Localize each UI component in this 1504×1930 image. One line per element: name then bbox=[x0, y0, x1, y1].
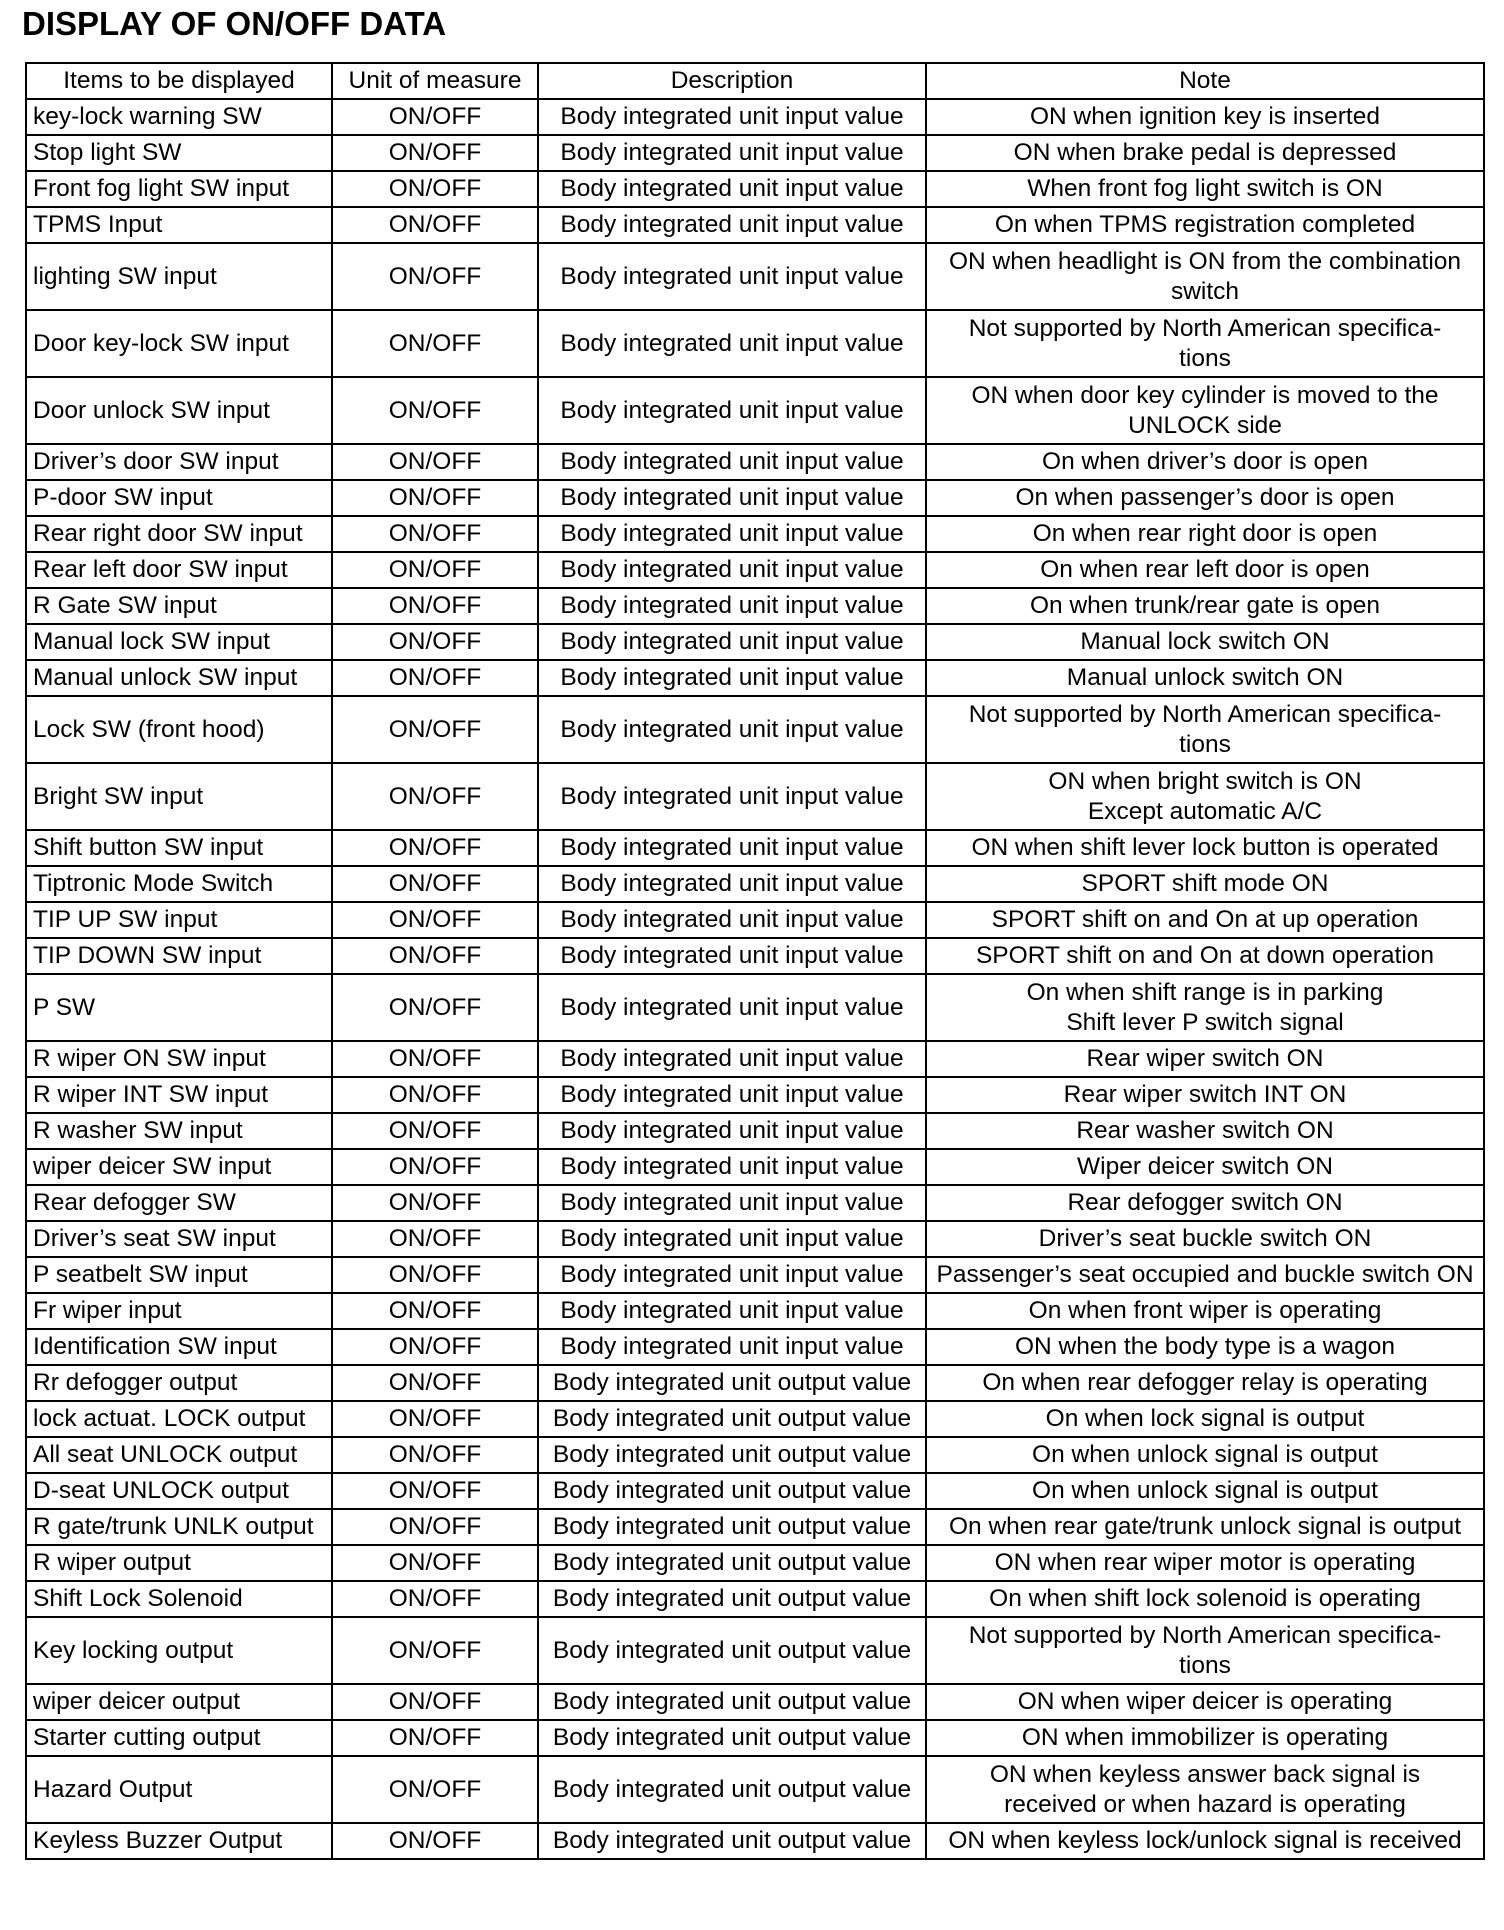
table-row bbox=[26, 902, 1484, 938]
cell-item: Stop light SW bbox=[26, 135, 332, 171]
cell-note bbox=[926, 974, 1484, 1041]
table-row bbox=[26, 171, 1484, 207]
note-line: UNLOCK side bbox=[1128, 411, 1282, 439]
cell-note bbox=[926, 938, 1484, 974]
cell-item: Rear left door SW input bbox=[26, 552, 332, 588]
table-row bbox=[26, 1113, 1484, 1149]
page-title: DISPLAY OF ON/OFF DATA bbox=[22, 5, 447, 42]
cell-unit: ON/OFF bbox=[332, 444, 538, 480]
cell-description: Body integrated unit output value bbox=[538, 1756, 926, 1823]
cell-description: Body integrated unit input value bbox=[538, 1329, 926, 1365]
cell-note bbox=[926, 171, 1484, 207]
on-off-data-table bbox=[25, 62, 1485, 1860]
note-line: On when rear defogger relay is operating bbox=[982, 1369, 1428, 1396]
cell-unit: ON/OFF bbox=[332, 660, 538, 696]
table-row bbox=[26, 866, 1484, 902]
table-row bbox=[26, 1617, 1484, 1684]
cell-note bbox=[926, 377, 1484, 444]
cell-description: Body integrated unit input value bbox=[538, 1257, 926, 1293]
table-row bbox=[26, 974, 1484, 1041]
cell-description: Body integrated unit output value bbox=[538, 1473, 926, 1509]
cell-unit: ON/OFF bbox=[332, 1149, 538, 1185]
note-line: On when shift range is in parking bbox=[1026, 978, 1384, 1006]
cell-unit: ON/OFF bbox=[332, 1473, 538, 1509]
table-row bbox=[26, 99, 1484, 135]
table-row bbox=[26, 1329, 1484, 1365]
cell-item: Fr wiper input bbox=[26, 1293, 332, 1329]
note-line: SPORT shift mode ON bbox=[1081, 870, 1329, 897]
cell-unit: ON/OFF bbox=[332, 1581, 538, 1617]
cell-item: R Gate SW input bbox=[26, 588, 332, 624]
cell-description: Body integrated unit input value bbox=[538, 1293, 926, 1329]
cell-description: Body integrated unit input value bbox=[538, 243, 926, 310]
cell-unit: ON/OFF bbox=[332, 1257, 538, 1293]
cell-unit: ON/OFF bbox=[332, 1509, 538, 1545]
cell-description: Body integrated unit input value bbox=[538, 1041, 926, 1077]
cell-unit: ON/OFF bbox=[332, 763, 538, 830]
cell-note bbox=[926, 624, 1484, 660]
cell-description: Body integrated unit input value bbox=[538, 1149, 926, 1185]
cell-item: P-door SW input bbox=[26, 480, 332, 516]
cell-unit: ON/OFF bbox=[332, 1185, 538, 1221]
note-line: On when rear left door is open bbox=[1040, 556, 1370, 583]
cell-note bbox=[926, 660, 1484, 696]
note-line: SPORT shift on and On at down operation bbox=[975, 942, 1435, 969]
cell-item: Keyless Buzzer Output bbox=[26, 1823, 332, 1859]
cell-description: Body integrated unit output value bbox=[538, 1509, 926, 1545]
note-line: Except automatic A/C bbox=[1087, 797, 1323, 825]
note-line: On when TPMS registration completed bbox=[994, 211, 1416, 238]
cell-item: Driver’s door SW input bbox=[26, 444, 332, 480]
note-line: ON when rear wiper motor is operating bbox=[994, 1549, 1416, 1576]
table-row bbox=[26, 444, 1484, 480]
cell-note bbox=[926, 1221, 1484, 1257]
cell-description: Body integrated unit input value bbox=[538, 660, 926, 696]
header-unit: Unit of measure bbox=[332, 63, 538, 99]
note-line: When front fog light switch is ON bbox=[1027, 175, 1383, 202]
note-line: tions bbox=[1179, 730, 1231, 758]
cell-description: Body integrated unit input value bbox=[538, 866, 926, 902]
note-line: On when driver’s door is open bbox=[1042, 448, 1368, 475]
cell-unit: ON/OFF bbox=[332, 1077, 538, 1113]
table-row bbox=[26, 207, 1484, 243]
cell-description: Body integrated unit input value bbox=[538, 902, 926, 938]
cell-item: Shift button SW input bbox=[26, 830, 332, 866]
cell-unit: ON/OFF bbox=[332, 902, 538, 938]
cell-item: P SW bbox=[26, 974, 332, 1041]
table-row bbox=[26, 763, 1484, 830]
cell-description: Body integrated unit output value bbox=[538, 1365, 926, 1401]
cell-note bbox=[926, 1756, 1484, 1823]
cell-note bbox=[926, 1329, 1484, 1365]
cell-unit: ON/OFF bbox=[332, 516, 538, 552]
note-line: Rear wiper switch INT ON bbox=[1063, 1081, 1347, 1108]
table-header-row bbox=[26, 63, 1484, 99]
note-line: On when rear right door is open bbox=[1032, 520, 1378, 547]
cell-note bbox=[926, 1113, 1484, 1149]
table-row bbox=[26, 696, 1484, 763]
cell-note bbox=[926, 444, 1484, 480]
cell-note bbox=[926, 1041, 1484, 1077]
note-line: ON when door key cylinder is moved to the bbox=[971, 381, 1439, 409]
table-row bbox=[26, 1077, 1484, 1113]
cell-note bbox=[926, 480, 1484, 516]
cell-note bbox=[926, 1437, 1484, 1473]
cell-description: Body integrated unit output value bbox=[538, 1720, 926, 1756]
header-items: Items to be displayed bbox=[26, 63, 332, 99]
note-line: Passenger’s seat occupied and buckle switch ON bbox=[936, 1261, 1474, 1288]
table-row bbox=[26, 660, 1484, 696]
cell-unit: ON/OFF bbox=[332, 1617, 538, 1684]
table-row bbox=[26, 243, 1484, 310]
table-row bbox=[26, 1293, 1484, 1329]
note-line: On when lock signal is output bbox=[1045, 1405, 1365, 1432]
cell-description: Body integrated unit output value bbox=[538, 1545, 926, 1581]
cell-note bbox=[926, 1823, 1484, 1859]
cell-item: R washer SW input bbox=[26, 1113, 332, 1149]
cell-note bbox=[926, 588, 1484, 624]
cell-item: Lock SW (front hood) bbox=[26, 696, 332, 763]
note-line: ON when shift lever lock button is operated bbox=[971, 834, 1439, 861]
note-line: Not supported by North American specifica- bbox=[968, 314, 1442, 342]
cell-note bbox=[926, 135, 1484, 171]
cell-item: R gate/trunk UNLK output bbox=[26, 1509, 332, 1545]
header-description: Description bbox=[538, 63, 926, 99]
note-line: Rear washer switch ON bbox=[1076, 1117, 1334, 1144]
cell-note bbox=[926, 1149, 1484, 1185]
cell-note bbox=[926, 866, 1484, 902]
note-line: ON when keyless lock/unlock signal is received bbox=[948, 1827, 1462, 1854]
table-row bbox=[26, 1437, 1484, 1473]
cell-item: R wiper INT SW input bbox=[26, 1077, 332, 1113]
cell-description: Body integrated unit input value bbox=[538, 1221, 926, 1257]
cell-note bbox=[926, 1509, 1484, 1545]
cell-note bbox=[926, 310, 1484, 377]
cell-note bbox=[926, 1684, 1484, 1720]
cell-unit: ON/OFF bbox=[332, 243, 538, 310]
cell-note bbox=[926, 552, 1484, 588]
cell-note bbox=[926, 1545, 1484, 1581]
cell-description: Body integrated unit output value bbox=[538, 1581, 926, 1617]
cell-unit: ON/OFF bbox=[332, 624, 538, 660]
cell-item: lock actuat. LOCK output bbox=[26, 1401, 332, 1437]
cell-note bbox=[926, 1720, 1484, 1756]
note-line: ON when headlight is ON from the combination bbox=[948, 247, 1462, 275]
cell-item: R wiper output bbox=[26, 1545, 332, 1581]
cell-item: Front fog light SW input bbox=[26, 171, 332, 207]
cell-item: Key locking output bbox=[26, 1617, 332, 1684]
cell-description: Body integrated unit input value bbox=[538, 480, 926, 516]
note-line: SPORT shift on and On at up operation bbox=[991, 906, 1419, 933]
note-line: ON when immobilizer is operating bbox=[1021, 1724, 1389, 1751]
table-row bbox=[26, 1823, 1484, 1859]
cell-unit: ON/OFF bbox=[332, 974, 538, 1041]
note-line: Driver’s seat buckle switch ON bbox=[1038, 1225, 1372, 1252]
cell-note bbox=[926, 1617, 1484, 1684]
cell-unit: ON/OFF bbox=[332, 866, 538, 902]
cell-unit: ON/OFF bbox=[332, 552, 538, 588]
table-row bbox=[26, 1720, 1484, 1756]
cell-item: wiper deicer output bbox=[26, 1684, 332, 1720]
cell-item: All seat UNLOCK output bbox=[26, 1437, 332, 1473]
cell-item: Tiptronic Mode Switch bbox=[26, 866, 332, 902]
table-row bbox=[26, 1756, 1484, 1823]
cell-unit: ON/OFF bbox=[332, 588, 538, 624]
note-line: On when trunk/rear gate is open bbox=[1029, 592, 1380, 619]
cell-note bbox=[926, 1401, 1484, 1437]
table-row bbox=[26, 1581, 1484, 1617]
cell-unit: ON/OFF bbox=[332, 377, 538, 444]
cell-description: Body integrated unit input value bbox=[538, 516, 926, 552]
table-row bbox=[26, 135, 1484, 171]
note-line: tions bbox=[1179, 1651, 1231, 1679]
cell-item: Rear defogger SW bbox=[26, 1185, 332, 1221]
cell-description: Body integrated unit input value bbox=[538, 135, 926, 171]
cell-description: Body integrated unit input value bbox=[538, 171, 926, 207]
cell-note bbox=[926, 696, 1484, 763]
note-line: Manual unlock switch ON bbox=[1066, 664, 1344, 691]
note-line: ON when ignition key is inserted bbox=[1030, 103, 1380, 130]
cell-unit: ON/OFF bbox=[332, 1365, 538, 1401]
cell-unit: ON/OFF bbox=[332, 207, 538, 243]
cell-item: wiper deicer SW input bbox=[26, 1149, 332, 1185]
header-note: Note bbox=[926, 63, 1484, 99]
cell-unit: ON/OFF bbox=[332, 1684, 538, 1720]
cell-description: Body integrated unit input value bbox=[538, 1113, 926, 1149]
table-row bbox=[26, 938, 1484, 974]
cell-unit: ON/OFF bbox=[332, 1756, 538, 1823]
cell-item: Manual unlock SW input bbox=[26, 660, 332, 696]
note-line: switch bbox=[1170, 277, 1240, 305]
cell-description: Body integrated unit input value bbox=[538, 624, 926, 660]
cell-description: Body integrated unit input value bbox=[538, 696, 926, 763]
cell-description: Body integrated unit input value bbox=[538, 207, 926, 243]
cell-note bbox=[926, 1365, 1484, 1401]
cell-note bbox=[926, 830, 1484, 866]
cell-item: Hazard Output bbox=[26, 1756, 332, 1823]
cell-item: R wiper ON SW input bbox=[26, 1041, 332, 1077]
note-line: ON when bright switch is ON bbox=[1048, 767, 1362, 795]
table-row bbox=[26, 480, 1484, 516]
cell-unit: ON/OFF bbox=[332, 310, 538, 377]
cell-note bbox=[926, 763, 1484, 830]
cell-note bbox=[926, 1077, 1484, 1113]
table-row bbox=[26, 1221, 1484, 1257]
note-line: On when rear gate/trunk unlock signal is output bbox=[948, 1513, 1462, 1540]
cell-description: Body integrated unit input value bbox=[538, 830, 926, 866]
note-line: On when passenger’s door is open bbox=[1015, 484, 1395, 511]
cell-description: Body integrated unit input value bbox=[538, 938, 926, 974]
table-row bbox=[26, 1257, 1484, 1293]
cell-unit: ON/OFF bbox=[332, 1720, 538, 1756]
cell-item: Rear right door SW input bbox=[26, 516, 332, 552]
table-row bbox=[26, 552, 1484, 588]
cell-note bbox=[926, 207, 1484, 243]
note-line: Rear wiper switch ON bbox=[1086, 1045, 1324, 1072]
cell-description: Body integrated unit output value bbox=[538, 1437, 926, 1473]
note-line: Shift lever P switch signal bbox=[1066, 1008, 1344, 1036]
table-row bbox=[26, 1473, 1484, 1509]
cell-unit: ON/OFF bbox=[332, 171, 538, 207]
table-row bbox=[26, 830, 1484, 866]
table-row bbox=[26, 1365, 1484, 1401]
cell-note bbox=[926, 99, 1484, 135]
note-line: On when shift lock solenoid is operating bbox=[989, 1585, 1421, 1612]
cell-item: TPMS Input bbox=[26, 207, 332, 243]
note-line: ON when wiper deicer is operating bbox=[1017, 1688, 1393, 1715]
table-row bbox=[26, 310, 1484, 377]
note-line: Not supported by North American specifica- bbox=[968, 700, 1442, 728]
cell-description: Body integrated unit output value bbox=[538, 1617, 926, 1684]
cell-unit: ON/OFF bbox=[332, 135, 538, 171]
note-line: ON when brake pedal is depressed bbox=[1013, 139, 1397, 166]
cell-item: Manual lock SW input bbox=[26, 624, 332, 660]
cell-item: Door unlock SW input bbox=[26, 377, 332, 444]
cell-description: Body integrated unit input value bbox=[538, 1185, 926, 1221]
cell-unit: ON/OFF bbox=[332, 830, 538, 866]
cell-item: Bright SW input bbox=[26, 763, 332, 830]
cell-description: Body integrated unit input value bbox=[538, 99, 926, 135]
cell-description: Body integrated unit output value bbox=[538, 1684, 926, 1720]
cell-note bbox=[926, 243, 1484, 310]
cell-description: Body integrated unit input value bbox=[538, 377, 926, 444]
cell-description: Body integrated unit input value bbox=[538, 763, 926, 830]
cell-note bbox=[926, 1293, 1484, 1329]
cell-unit: ON/OFF bbox=[332, 99, 538, 135]
cell-unit: ON/OFF bbox=[332, 938, 538, 974]
cell-description: Body integrated unit input value bbox=[538, 552, 926, 588]
table-row bbox=[26, 624, 1484, 660]
note-line: received or when hazard is operating bbox=[1004, 1790, 1406, 1818]
cell-item: TIP DOWN SW input bbox=[26, 938, 332, 974]
table-row bbox=[26, 516, 1484, 552]
table-row bbox=[26, 1545, 1484, 1581]
note-line: Rear defogger switch ON bbox=[1067, 1189, 1343, 1216]
note-line: On when unlock signal is output bbox=[1032, 1477, 1378, 1504]
table-row bbox=[26, 1509, 1484, 1545]
cell-description: Body integrated unit input value bbox=[538, 444, 926, 480]
note-line: Not supported by North American specifica- bbox=[968, 1621, 1442, 1649]
cell-description: Body integrated unit input value bbox=[538, 974, 926, 1041]
note-line: ON when the body type is a wagon bbox=[1015, 1333, 1395, 1360]
table-row bbox=[26, 1684, 1484, 1720]
cell-unit: ON/OFF bbox=[332, 1329, 538, 1365]
cell-item: key-lock warning SW bbox=[26, 99, 332, 135]
cell-item: Starter cutting output bbox=[26, 1720, 332, 1756]
note-line: On when front wiper is operating bbox=[1028, 1297, 1382, 1324]
cell-unit: ON/OFF bbox=[332, 480, 538, 516]
cell-item: Shift Lock Solenoid bbox=[26, 1581, 332, 1617]
cell-description: Body integrated unit input value bbox=[538, 310, 926, 377]
cell-item: D-seat UNLOCK output bbox=[26, 1473, 332, 1509]
cell-description: Body integrated unit output value bbox=[538, 1401, 926, 1437]
cell-item: Identification SW input bbox=[26, 1329, 332, 1365]
table-row bbox=[26, 588, 1484, 624]
cell-description: Body integrated unit output value bbox=[538, 1823, 926, 1859]
cell-note bbox=[926, 1581, 1484, 1617]
note-line: On when unlock signal is output bbox=[1032, 1441, 1378, 1468]
cell-unit: ON/OFF bbox=[332, 1545, 538, 1581]
table-row bbox=[26, 1401, 1484, 1437]
cell-note bbox=[926, 1185, 1484, 1221]
note-line: tions bbox=[1179, 344, 1231, 372]
table-row bbox=[26, 1185, 1484, 1221]
cell-item: Door key-lock SW input bbox=[26, 310, 332, 377]
table-row bbox=[26, 1149, 1484, 1185]
cell-note bbox=[926, 902, 1484, 938]
cell-unit: ON/OFF bbox=[332, 1113, 538, 1149]
table-row bbox=[26, 1041, 1484, 1077]
note-line: ON when keyless answer back signal is bbox=[989, 1760, 1421, 1788]
cell-unit: ON/OFF bbox=[332, 696, 538, 763]
cell-note bbox=[926, 516, 1484, 552]
note-line: Wiper deicer switch ON bbox=[1077, 1153, 1333, 1180]
cell-unit: ON/OFF bbox=[332, 1401, 538, 1437]
cell-note bbox=[926, 1473, 1484, 1509]
cell-unit: ON/OFF bbox=[332, 1823, 538, 1859]
cell-item: Driver’s seat SW input bbox=[26, 1221, 332, 1257]
cell-unit: ON/OFF bbox=[332, 1041, 538, 1077]
table-row bbox=[26, 377, 1484, 444]
table-body bbox=[26, 99, 1484, 1859]
cell-item: P seatbelt SW input bbox=[26, 1257, 332, 1293]
cell-note bbox=[926, 1257, 1484, 1293]
cell-unit: ON/OFF bbox=[332, 1437, 538, 1473]
cell-item: TIP UP SW input bbox=[26, 902, 332, 938]
note-line: Manual lock switch ON bbox=[1080, 628, 1330, 655]
cell-description: Body integrated unit input value bbox=[538, 588, 926, 624]
cell-item: Rr defogger output bbox=[26, 1365, 332, 1401]
cell-description: Body integrated unit input value bbox=[538, 1077, 926, 1113]
cell-unit: ON/OFF bbox=[332, 1293, 538, 1329]
cell-item: lighting SW input bbox=[26, 243, 332, 310]
cell-unit: ON/OFF bbox=[332, 1221, 538, 1257]
